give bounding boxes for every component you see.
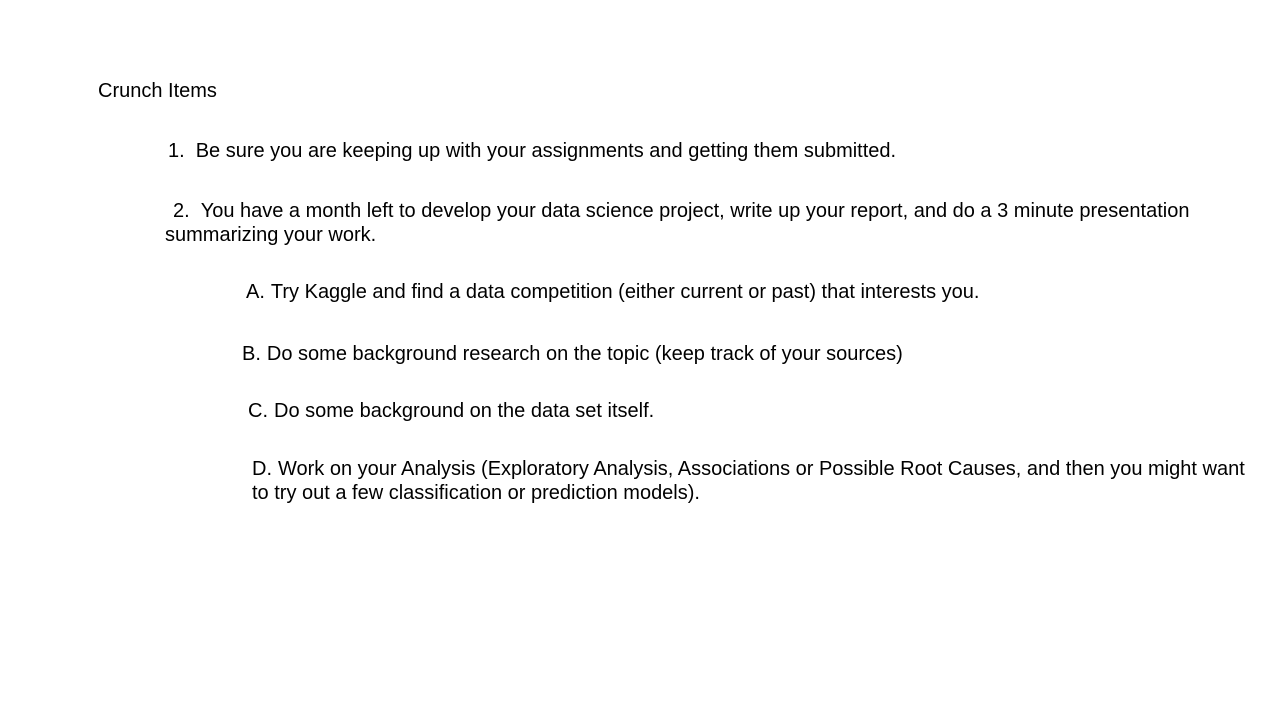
numbered-item-1 — [168, 140, 1268, 164]
item-text: Try Kaggle and find a data competition (either current or past) that interests you. — [270, 281, 980, 303]
numbered-item-2 — [165, 200, 1265, 247]
item-text: Do some background on the data set itself. — [274, 400, 655, 422]
item-number: 1. — [168, 140, 185, 162]
item-letter: B. — [242, 343, 261, 365]
item-text: You have a month left to develop your data science project, write up your report, and do a 3 minute presentation summarizing your work. — [165, 200, 1190, 246]
item-text: Work on your Analysis (Exploratory Analysis, Associations or Possible Root Causes, and then you might want to try out a few classification or prediction models). — [252, 458, 1245, 504]
item-number: 2. — [173, 200, 190, 222]
sub-item-b — [242, 343, 1252, 367]
sub-item-c — [248, 400, 1258, 424]
sub-item-a — [246, 281, 1256, 305]
item-letter: A. — [246, 281, 265, 303]
page-title: Crunch Items — [98, 80, 217, 102]
item-letter: D. — [252, 458, 272, 480]
item-letter: C. — [248, 400, 268, 422]
item-text: Be sure you are keeping up with your assignments and getting them submitted. — [195, 140, 897, 162]
item-text: Do some background research on the topic (keep track of your sources) — [266, 343, 903, 365]
sub-item-d — [252, 458, 1252, 505]
